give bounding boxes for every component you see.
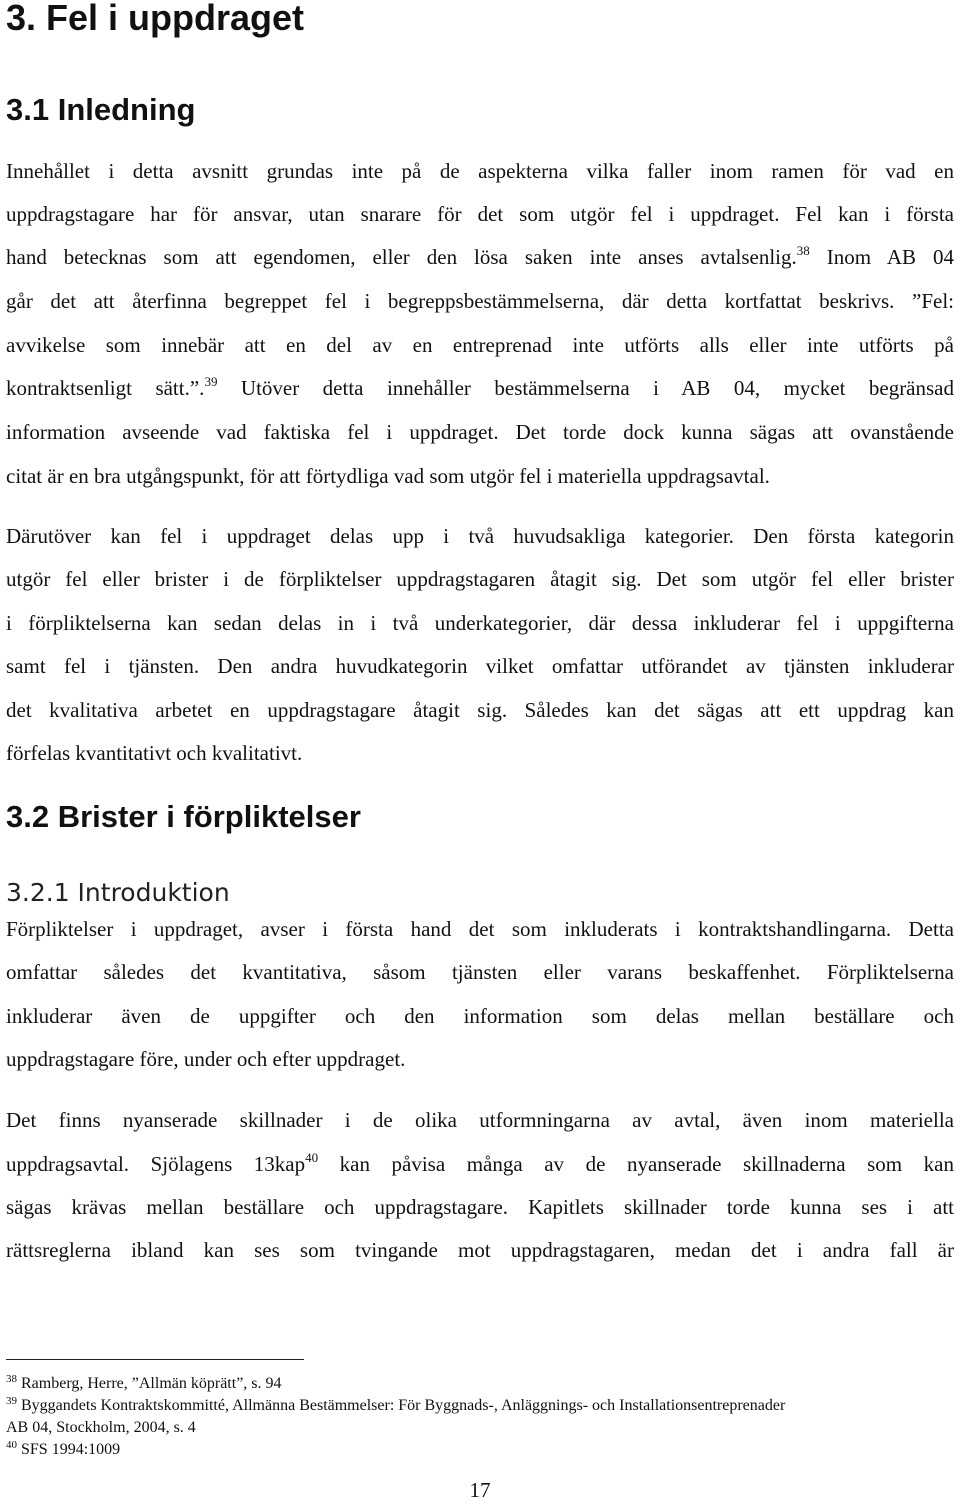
footnote-39-continued: AB 04, Stockholm, 2004, s. 4	[6, 1419, 196, 1436]
paragraph-line: utgör fel eller brister i de förpliktelser uppdragstagaren åtagit sig. Det som utgör fel eller brister	[6, 567, 954, 591]
paragraph-line: omfattar således det kvantitativa, såsom tjänsten eller varans beskaffenhet. Förpliktelserna	[6, 960, 954, 984]
footnote-40: $^{40}$ SFS 1994:1009	[6, 1439, 121, 1458]
paragraph-line: Därutöver kan fel i uppdraget delas upp i två huvudsakliga kategorier. Den första kategorin	[6, 524, 954, 548]
subsection-heading-3-2-1: 3.2.1 Introduktion	[6, 878, 230, 907]
paragraph-line: förfelas kvantitativt och kvalitativt.	[6, 741, 303, 765]
footnote-ref-38[interactable]: 38	[796, 243, 810, 258]
section-heading-3-2: 3.2 Brister i förpliktelser	[6, 799, 361, 834]
paragraph-line: går det att återfinna begreppet fel i begreppsbestämmelserna, där detta kortfattat beskrivs. ”Fel:	[6, 289, 954, 313]
paragraph-line: samt fel i tjänsten. Den andra huvudkategorin vilket omfattar utförandet av tjänsten inkluderar	[6, 654, 954, 678]
page-number: 17	[469, 1478, 491, 1502]
paragraph-line: uppdragstagare har för ansvar, utan snarare för det som utgör fel i uppdraget. Fel kan i första	[6, 202, 954, 226]
paragraph-line: rättsreglerna ibland kan ses som tvingande mot uppdragstagaren, medan det i andra fall är	[6, 1238, 954, 1262]
footnote-separator	[6, 1359, 304, 1360]
paragraph-line: det kvalitativa arbetet en uppdragstagare åtagit sig. Således kan det sägas att ett uppdrag kan	[6, 698, 954, 722]
paragraph-line: hand betecknas som att egendomen, eller den lösa saken inte anses avtalsenlig.$^{38}$ Inom AB 04	[6, 243, 955, 269]
paragraph-line: i förpliktelserna kan sedan delas in i två underkategorier, där dessa inkluderar fel i uppgifterna	[6, 611, 954, 635]
paragraph-line: Innehållet i detta avsnitt grundas inte på de aspekterna vilka faller inom ramen för vad en	[6, 159, 954, 183]
paragraph-line: uppdragsavtal. Sjölagens 13kap$^{40}$ kan påvisa många av de nyanserade skillnaderna som kan	[6, 1150, 955, 1176]
paragraph-line: Förpliktelser i uppdraget, avser i första hand det som inkluderats i kontraktshandlingarna. Detta	[6, 917, 954, 941]
chapter-heading: 3. Fel i uppdraget	[6, 0, 305, 38]
footnote-ref-39[interactable]: 39	[204, 374, 218, 389]
paragraph-line: information avseende vad faktiska fel i uppdraget. Det torde dock kunna sägas att ovanstående	[6, 420, 954, 444]
section-heading-3-1: 3.1 Inledning	[6, 92, 196, 127]
paragraph-line: kontraktsenligt sätt.”.$^{39}$ Utöver detta innehåller bestämmelserna i AB 04, mycket begränsad	[6, 374, 954, 400]
footnote-ref-40[interactable]: 40	[305, 1150, 319, 1165]
paragraph-line: uppdragstagare före, under och efter uppdraget.	[6, 1047, 406, 1071]
footnote-38: $^{38}$ Ramberg, Herre, ”Allmän köprätt”, s. 94	[6, 1373, 282, 1392]
paragraph-line: Det finns nyanserade skillnader i de olika utformningarna av avtal, även inom materiella	[6, 1108, 954, 1132]
paragraph-line: sägas krävas mellan beställare och uppdragstagare. Kapitlets skillnader torde kunna ses i att	[6, 1195, 954, 1219]
paragraph-line: avvikelse som innebär att en del av en entreprenad inte utförts alls eller inte utförts på	[6, 333, 954, 357]
paragraph-line: inkluderar även de uppgifter och den information som delas mellan beställare och	[6, 1004, 954, 1028]
footnote-39: $^{39}$ Byggandets Kontraktskommitté, Allmänna Bestämmelser: För Byggnads-, Anläggnings- och Installationsentreprenader	[6, 1395, 786, 1414]
paragraph-line: citat är en bra utgångspunkt, för att förtydliga vad som utgör fel i materiella uppdragsavtal.	[6, 464, 770, 488]
